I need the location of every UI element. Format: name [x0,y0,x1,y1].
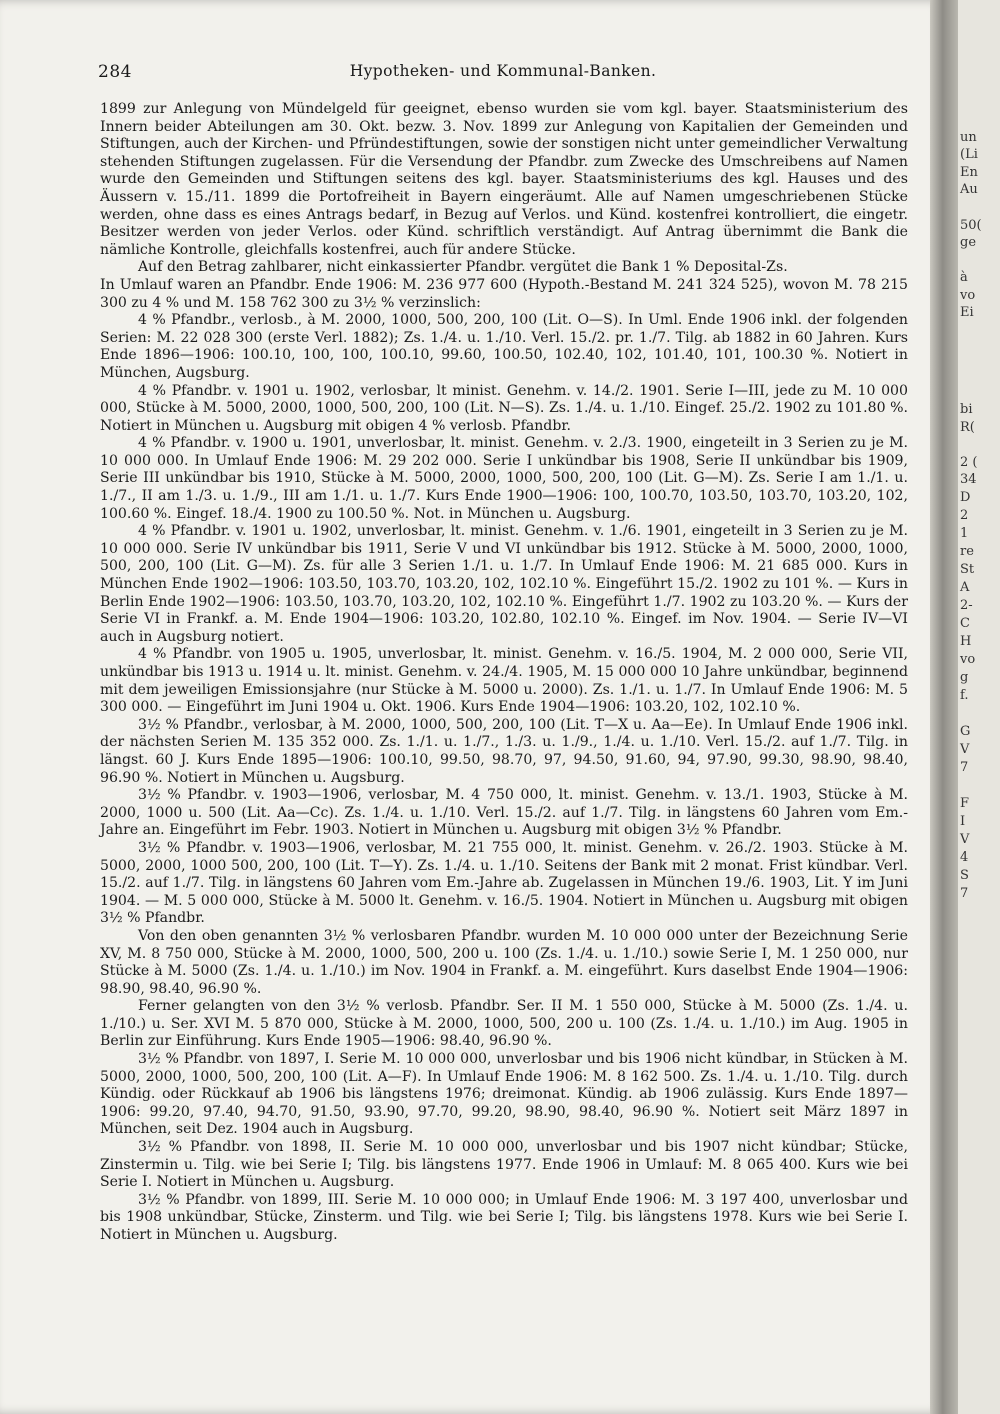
paragraph: 4 % Pfandbr., verlosb., à M. 2000, 1000, 500, 200, 100 (Lit. O—S). In Uml. Ende 1906 inkl. der folgenden Serien: M. 22 028 300 (erste Verl. 1882); Zs. 1./4. u. 1./10. Verl. 15./2. pr. 1./7. Tilg. ab 1882 in 60 Jahren. Kurs Ende 1896—1906: 100.10, 100, 100, 100.10, 99.60, 100.50, 102.40, 102, 101.40, 101, 100.30 %. Notiert in München, Augsburg. [100,312,908,381]
adjacent-page-edge [958,0,1000,1414]
edge-fragment: F [960,796,970,811]
edge-fragment: f. [960,688,969,703]
paragraph: In Umlauf waren an Pfandbr. Ende 1906: M. 236 977 600 (Hypoth.-Bestand M. 241 324 525), wovon M. 78 215 300 zu 4 % und M. 158 762 300 zu 3½ % verzinslich: [100,276,908,311]
edge-fragment: D [960,490,971,505]
paragraph: Von den oben genannten 3½ % verlosbaren Pfandbr. wurden M. 10 000 000 unter der Bezeichnung Serie XV, M. 8 750 000, Stücke à M. 2000, 1000, 500, 200 u. 100 (Zs. 1./4. u. 1./10.) sowie Serie I, M. 1 250 000, nur Stücke à M. 5000 (Zs. 1./4. u. 1./10.) im Nov. 1904 in Frankf. a. M. eingeführt. Kurs daselbst Ende 1904—1906: 98.90, 98.40, 96.90 %. [100,927,908,997]
edge-fragment: G [960,724,971,739]
edge-fragment: V [960,742,970,757]
edge-fragment: 2- [960,598,973,613]
paragraph: 3½ % Pfandbr. v. 1903—1906, verlosbar, M. 4 750 000, lt. minist. Genehm. v. 13./1. 1903, Stücke à M. 2000, 1000 u. 500 (Lit. Aa—Cc). Zs. 1./4. u. 1./10. Verl. 15./2. auf 1./7. Tilg. in längstens 60 Jahren vom Em.-Jahre an. Eingeführt im Febr. 1903. Notiert in München u. Augsburg mit obigen 3½ % Pfandbr. [100,787,908,839]
paragraph: 3½ % Pfandbr., verlosbar, à M. 2000, 1000, 500, 200, 100 (Lit. T—X u. Aa—Ee). In Umlauf Ende 1906 inkl. der nächsten Serien M. 135 352 000. Zs. 1./1. u. 1./7., 1./3. u. 1./9., 1./4. u. 1./10. Verl. 15./2. auf 1./7. Tilg. in längst. 60 J. Kurs Ende 1895—1906: 100.10, 99.50, 98.70, 97, 94.50, 91.60, 94, 97.90, 99.30, 98.90, 98.40, 96.90 %. Notiert in München u. Augsburg. [100,716,908,786]
page-number: 284 [98,62,132,82]
running-title: Hypotheken- und Kommunal-Banken. [349,62,657,80]
edge-fragment: un [960,130,977,145]
edge-fragment: bi [960,402,973,417]
paragraph: Ferner gelangten von den 3½ % verlosb. Pfandbr. Ser. II M. 1 550 000, Stücke à M. 5000 (Zs. 1./4. u. 1./10.) u. Ser. XVI M. 5 870 000, Stücke à M. 2000, 1000, 500, 200 u. 100 (Zs. 1./4. u. 1./10.) im Aug. 1905 in Berlin zur Einführung. Kurs Ende 1905—1906: 98.40, 96.90 %. [100,998,908,1050]
paragraph: 3½ % Pfandbr. von 1899, III. Serie M. 10 000 000; in Umlauf Ende 1906: M. 3 197 400, unverlosbar und bis 1908 unkündbar, Stücke, Zinsterm. und Tilg. wie bei Serie I; Tilg. bis längstens 1978. Kurs wie bei Serie I. Notiert in München u. Augsburg. [100,1191,908,1243]
edge-fragment: 4 [960,850,969,865]
edge-fragment: 34 [960,472,977,487]
edge-fragment: 7 [960,886,969,901]
paragraph: 3½ % Pfandbr. von 1898, II. Serie M. 10 000 000, unverlosbar und bis 1907 nicht kündbar; Stücke, Zinstermin u. Tilg. wie bei Serie I; Tilg. bis längstens 1977. Ende 1906 in Umlauf: M. 8 065 400. Kurs wie bei Serie I. Notiert in München u. Augsburg. [100,1139,908,1191]
edge-fragment: R( [960,420,975,435]
edge-fragment: C [960,616,970,631]
edge-fragment: 2 [960,508,969,523]
edge-fragment: 1 [960,526,969,541]
edge-fragment: En [960,165,978,180]
edge-fragment: g [960,670,969,685]
paragraph: 4 % Pfandbr. v. 1900 u. 1901, unverlosbar, lt. minist. Genehm. v. 2./3. 1900, eingeteilt in 3 Serien zu je M. 10 000 000. In Umlauf Ende 1906: M. 29 202 000. Serie I unkündbar bis 1908, Serie II unkündbar bis 1909, Serie III unkündbar bis 1910, Stücke à M. 5000, 2000, 1000, 500, 200, 100 (Lit. G—M). Zs. Serie I am 1./1. u. 1./7., II am 1./3. u. 1./9., III am 1./1. u. 1./7. Kurs Ende 1900—1906: 100, 100.70, 103.50, 103.70, 103.20, 102, 100.60 %. Eingef. 18./4. 1900 zu 100.50 %. Not. in München u. Augsburg. [100,435,908,522]
paragraph: 4 % Pfandbr. v. 1901 u. 1902, unverlosbar, lt. minist. Genehm. v. 1./6. 1901, eingeteilt in 3 Serien zu je M. 10 000 000. Serie IV unkündbar bis 1911, Serie V und VI unkündbar bis 1912. Stücke à M. 5000, 2000, 1000, 500, 200, 100 (Lit. G—M). Zs. für alle 3 Serien 1./1. u. 1./7. In Umlauf Ende 1906: M. 21 685 000. Kurs in München Ende 1902—1906: 103.50, 103.70, 103.20, 102, 102.10 %. Eingeführt 15./2. 1902 zu 101 %. — Kurs in Berlin Ende 1902—1906: 103.50, 103.70, 103.20, 102, 102.10 %. Eingeführt 1./7. 1902 zu 103.20 %. — Kurs der Serie VI in Frankf. a. M. Ende 1904—1906: 103.20, 102.80, 102.10 %. Eingef. im Nov. 1904. — Serie IV—VI auch in Augsburg notiert. [100,523,908,645]
edge-fragment: 50( [960,218,982,233]
edge-fragment: V [960,832,970,847]
book-gutter [930,0,958,1414]
edge-fragment: Ei [960,305,974,320]
paragraph: 1899 zur Anlegung von Mündelgeld für geeignet, ebenso wurden sie vom kgl. bayer. Staatsministerium des Innern beider Abteilungen am 30. Okt. bezw. 3. Nov. 1899 zur Anlegung von Kapitalien der Gemeinden und Stiftungen, auch der Kirchen- und Pfründestiftungen, sowie der sonstigen nicht unter gemeindlicher Verwaltung stehenden Stiftungen zugelassen. Für die Versendung der Pfandbr. zum Zwecke des Umschreibens auf Namen wurde den Gemeinden und Stiftungen seitens des kgl. bayer. Staatsministeriums des kgl. Hauses und des Äussern v. 15./11. 1899 die Portofreiheit in Bayern eingeräumt. Alle auf Namen umgeschriebenen Stücke werden, ohne dass es eines Antrags bedarf, in Bezug auf Verlos. und Künd. kostenfrei kontrolliert, die eingetr. Besitzer werden von jeder Verlos. oder Künd. schriftlich verständigt. Auf Antrag übernimmt die Bank die nämliche Kontrolle, gleichfalls kostenfrei, auch für andere Stücke. [100,101,908,258]
edge-fragment: S [960,868,969,883]
paragraph: Auf den Betrag zahlbarer, nicht einkassierter Pfandbr. vergütet die Bank 1 % Deposital-Zs. [138,259,788,276]
edge-fragment: St [960,562,975,577]
edge-fragment: I [960,814,966,829]
edge-fragment: 2 ( [960,455,978,470]
page-header [98,62,908,84]
paragraph: 4 % Pfandbr. v. 1901 u. 1902, verlosbar, lt minist. Genehm. v. 14./2. 1901. Serie I—III, jede zu M. 10 000 000, Stücke à M. 5000, 2000, 1000, 500, 200, 100 (Lit. N—S). Zs. 1./4. u. 1./10. Eingef. 25./2. 1902 zu 101.80 %. Notiert in München u. Augsburg mit obigen 4 % verlosb. Pfandbr. [100,382,908,434]
edge-fragment: vo [960,652,976,667]
edge-fragment: ge [960,235,977,250]
edge-fragment: re [960,544,974,559]
edge-fragment: vo [960,288,976,303]
body-text [100,101,908,1245]
edge-fragment: H [960,634,972,649]
edge-fragment: 7 [960,760,969,775]
paragraph: 4 % Pfandbr. von 1905 u. 1905, unverlosbar, lt. minist. Genehm. v. 16./5. 1904, M. 2 000 000, Serie VII, unkündbar bis 1913 u. 1914 u. lt. minist. Genehm. v. 24./4. 1905, M. 15 000 000 10 Jahre unkündbar, beginnend mit dem jeweiligen Emissionsjahre (nur Stücke à M. 5000 u. 2000). Zs. 1./1. u. 1./7. In Umlauf Ende 1906: M. 5 300 000. — Eingeführt im Juni 1904 u. Okt. 1906. Kurs Ende 1904—1906: 103.20, 102, 102.10 %. [100,646,908,716]
paragraph: 3½ % Pfandbr. von 1897, I. Serie M. 10 000 000, unverlosbar und bis 1906 nicht kündbar, in Stücken à M. 5000, 2000, 1000, 500, 200, 100 (Lit. A—F). In Umlauf Ende 1906: M. 8 162 500. Zs. 1./4. u. 1./10. Tilg. durch Kündig. oder Rückkauf ab 1906 bis längstens 1976; dreimonat. Kündig. ab 1906 zulässig. Kurs Ende 1897—1906: 99.20, 97.40, 94.70, 91.50, 93.90, 97.70, 99.20, 98.90, 98.40, 96.90 %. Notiert seit März 1897 in München, seit Dez. 1904 auch in Augsburg. [100,1051,908,1138]
paragraph: 3½ % Pfandbr. v. 1903—1906, verlosbar, M. 21 755 000, lt. minist. Genehm. v. 26./2. 1903. Stücke à M. 5000, 2000, 1000 500, 200, 100 (Lit. T—Y). Zs. 1./4. u. 1./10. Seitens der Bank mit 2 monat. Frist kündbar. Verl. 15./2. auf 1./7. Tilg. in längstens 60 Jahren vom Em.-Jahre ab. Zugelassen in München 19./6. 1903, Lit. Y im Juni 1904. — M. 5 000 000, Stücke à M. 5000 lt. Genehm. v. 16./5. 1904. Notiert in München u. Augsburg mit obigen 3½ % Pfandbr. [100,839,908,927]
edge-fragment: Au [960,182,978,197]
edge-fragment: à [960,270,968,285]
edge-fragment: A [960,580,970,595]
edge-fragment: (Li [960,147,978,162]
